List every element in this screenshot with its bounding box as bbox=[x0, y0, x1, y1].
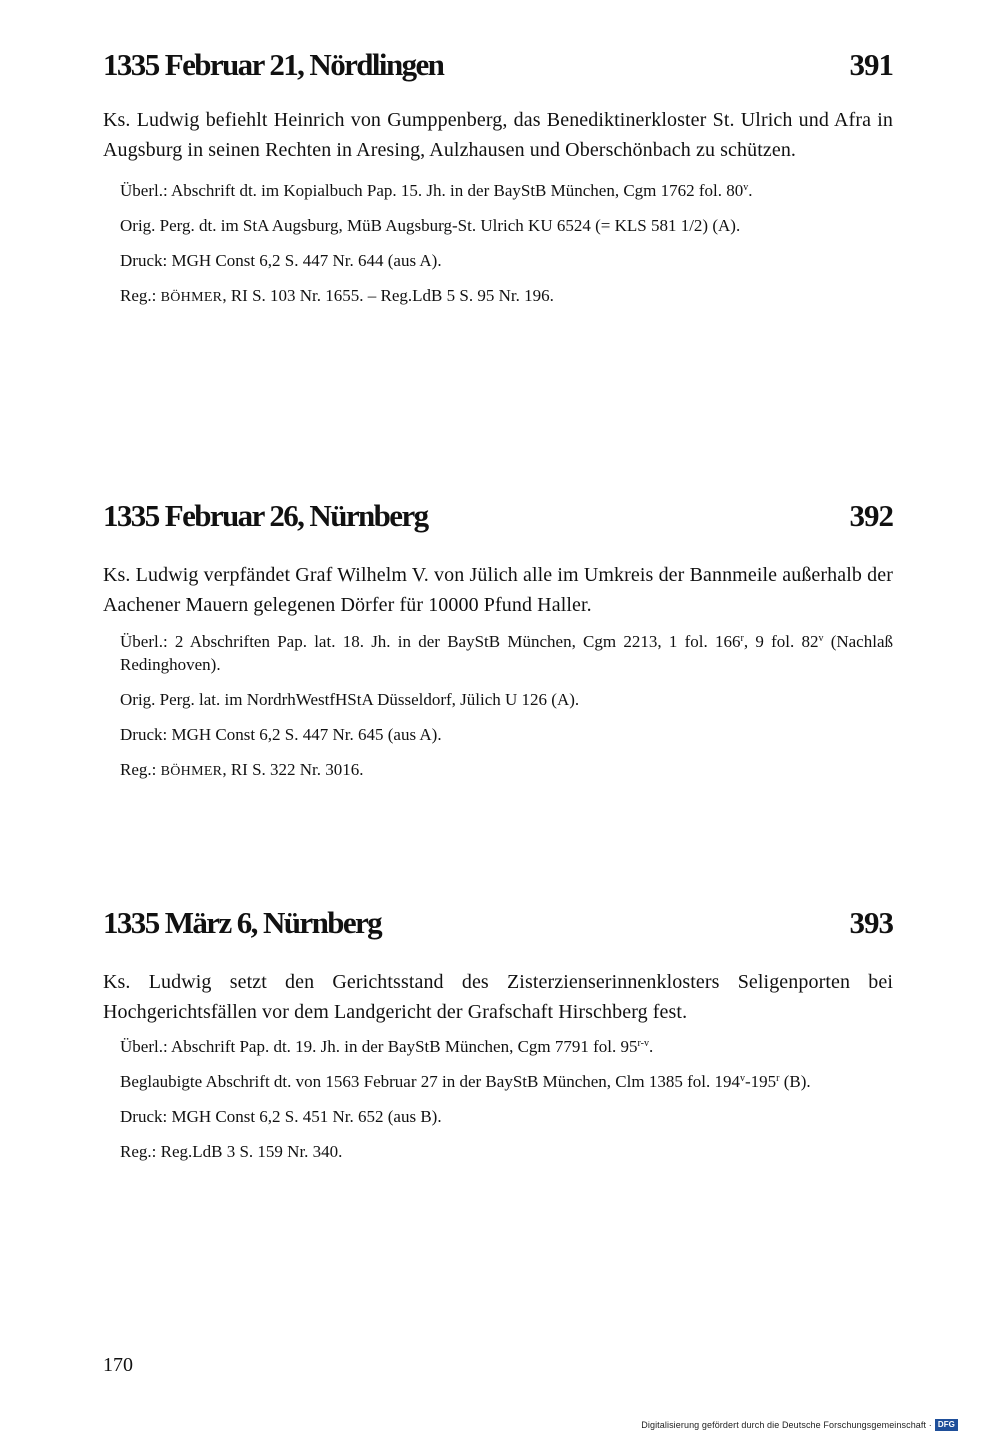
ueberlieferung-text-2: , 9 fol. 82 bbox=[743, 632, 819, 651]
entry-title: 1335 Februar 26, Nürnberg bbox=[103, 498, 428, 533]
page-number: 170 bbox=[103, 1354, 133, 1376]
beglaubigt-text-3: (B). bbox=[779, 1072, 811, 1091]
folio-side: r bbox=[740, 633, 744, 644]
entry-title: 1335 Februar 21, Nördlingen bbox=[103, 47, 444, 82]
beglaubigt-text-2: -195 bbox=[744, 1072, 777, 1091]
ueberlieferung-text-3: (Nachlaß Redinghoven). bbox=[120, 632, 893, 674]
folio-side-2: v bbox=[818, 633, 824, 644]
regest-prefix: Reg.: bbox=[120, 286, 157, 305]
entry-393 bbox=[103, 903, 893, 1163]
regest-author: BÖHMER bbox=[160, 290, 223, 305]
entry-number: 391 bbox=[849, 47, 893, 82]
ueberlieferung-end: . bbox=[748, 181, 753, 200]
ueberlieferung-text: Überl.: Abschrift Pap. dt. 19. Jh. in der BayStB München, Cgm 7791 fol. 95 bbox=[120, 1037, 638, 1056]
regest-note bbox=[120, 758, 893, 783]
entry-summary: Ks. Ludwig verpfändet Graf Wilhelm V. von Jülich alle im Umkreis der Bannmeile außerhalb der Aachener Mauern gelegenen Dörfer für 10000 Pfund Haller. bbox=[103, 564, 893, 616]
entry-header bbox=[103, 496, 893, 546]
beglaubigt-note bbox=[120, 1070, 893, 1093]
entry-number: 392 bbox=[849, 498, 893, 533]
folio-side: v bbox=[743, 182, 749, 193]
beglaubigt-text: Beglaubigte Abschrift dt. von 1563 Februar 27 in der BayStB München, Clm 1385 fol. 194 bbox=[120, 1072, 740, 1091]
ueberlieferung-note bbox=[120, 1035, 893, 1058]
druck-note: Druck: MGH Const 6,2 S. 447 Nr. 645 (aus A). bbox=[120, 725, 442, 744]
dfg-logo-icon: DFG bbox=[935, 1419, 958, 1431]
entry-header bbox=[103, 903, 893, 953]
regest-rest: , RI S. 103 Nr. 1655. – Reg.LdB 5 S. 95 Nr. 196. bbox=[222, 286, 554, 305]
regest-rest: , RI S. 322 Nr. 3016. bbox=[222, 760, 364, 779]
entry-header bbox=[103, 45, 893, 95]
entry-summary: Ks. Ludwig befiehlt Heinrich von Gumppenberg, das Benediktinerkloster St. Ulrich und Afra in Augsburg in seinen Rechten in Aresing, Aulzhausen und Oberschönbach zu schützen. bbox=[103, 109, 893, 161]
digitization-credit bbox=[641, 1419, 958, 1431]
druck-note: Druck: MGH Const 6,2 S. 451 Nr. 652 (aus B). bbox=[120, 1107, 442, 1126]
folio-side: r-v bbox=[637, 1038, 649, 1049]
folio-side: v bbox=[739, 1073, 745, 1084]
ueberlieferung-text: Überl.: 2 Abschriften Pap. lat. 18. Jh. in der BayStB München, Cgm 2213, 1 fol. 166 bbox=[120, 632, 741, 651]
entry-391 bbox=[103, 45, 893, 309]
regest-note: Reg.: Reg.LdB 3 S. 159 Nr. 340. bbox=[120, 1142, 343, 1161]
regest-note bbox=[120, 284, 893, 309]
entry-392 bbox=[103, 496, 893, 783]
ueberlieferung-end: . bbox=[649, 1037, 654, 1056]
regest-prefix: Reg.: bbox=[120, 760, 157, 779]
regest-author: BÖHMER bbox=[160, 764, 223, 779]
entry-title: 1335 März 6, Nürnberg bbox=[103, 905, 382, 940]
folio-side-2: r bbox=[776, 1073, 780, 1084]
entry-number: 393 bbox=[849, 905, 893, 940]
druck-note: Druck: MGH Const 6,2 S. 447 Nr. 644 (aus A). bbox=[120, 251, 442, 270]
credit-text: Digitalisierung gefördert durch die Deutsche Forschungsgemeinschaft · bbox=[641, 1420, 932, 1430]
entry-summary: Ks. Ludwig setzt den Gerichtsstand des Zisterzienserinnenklosters Seligenporten bei Hochgerichtsfällen vor dem Landgericht der Grafschaft Hirschberg fest. bbox=[103, 971, 893, 1023]
ueberlieferung-text: Überl.: Abschrift dt. im Kopialbuch Pap. 15. Jh. in der BayStB München, Cgm 1762 fol. 80 bbox=[120, 181, 744, 200]
ueberlieferung-note bbox=[120, 179, 893, 202]
original-note: Orig. Perg. dt. im StA Augsburg, MüB Augsburg-St. Ulrich KU 6524 (= KLS 581 1/2) (A). bbox=[120, 216, 741, 235]
original-note: Orig. Perg. lat. im NordrhWestfHStA Düsseldorf, Jülich U 126 (A). bbox=[120, 690, 580, 709]
ueberlieferung-note bbox=[120, 630, 893, 676]
